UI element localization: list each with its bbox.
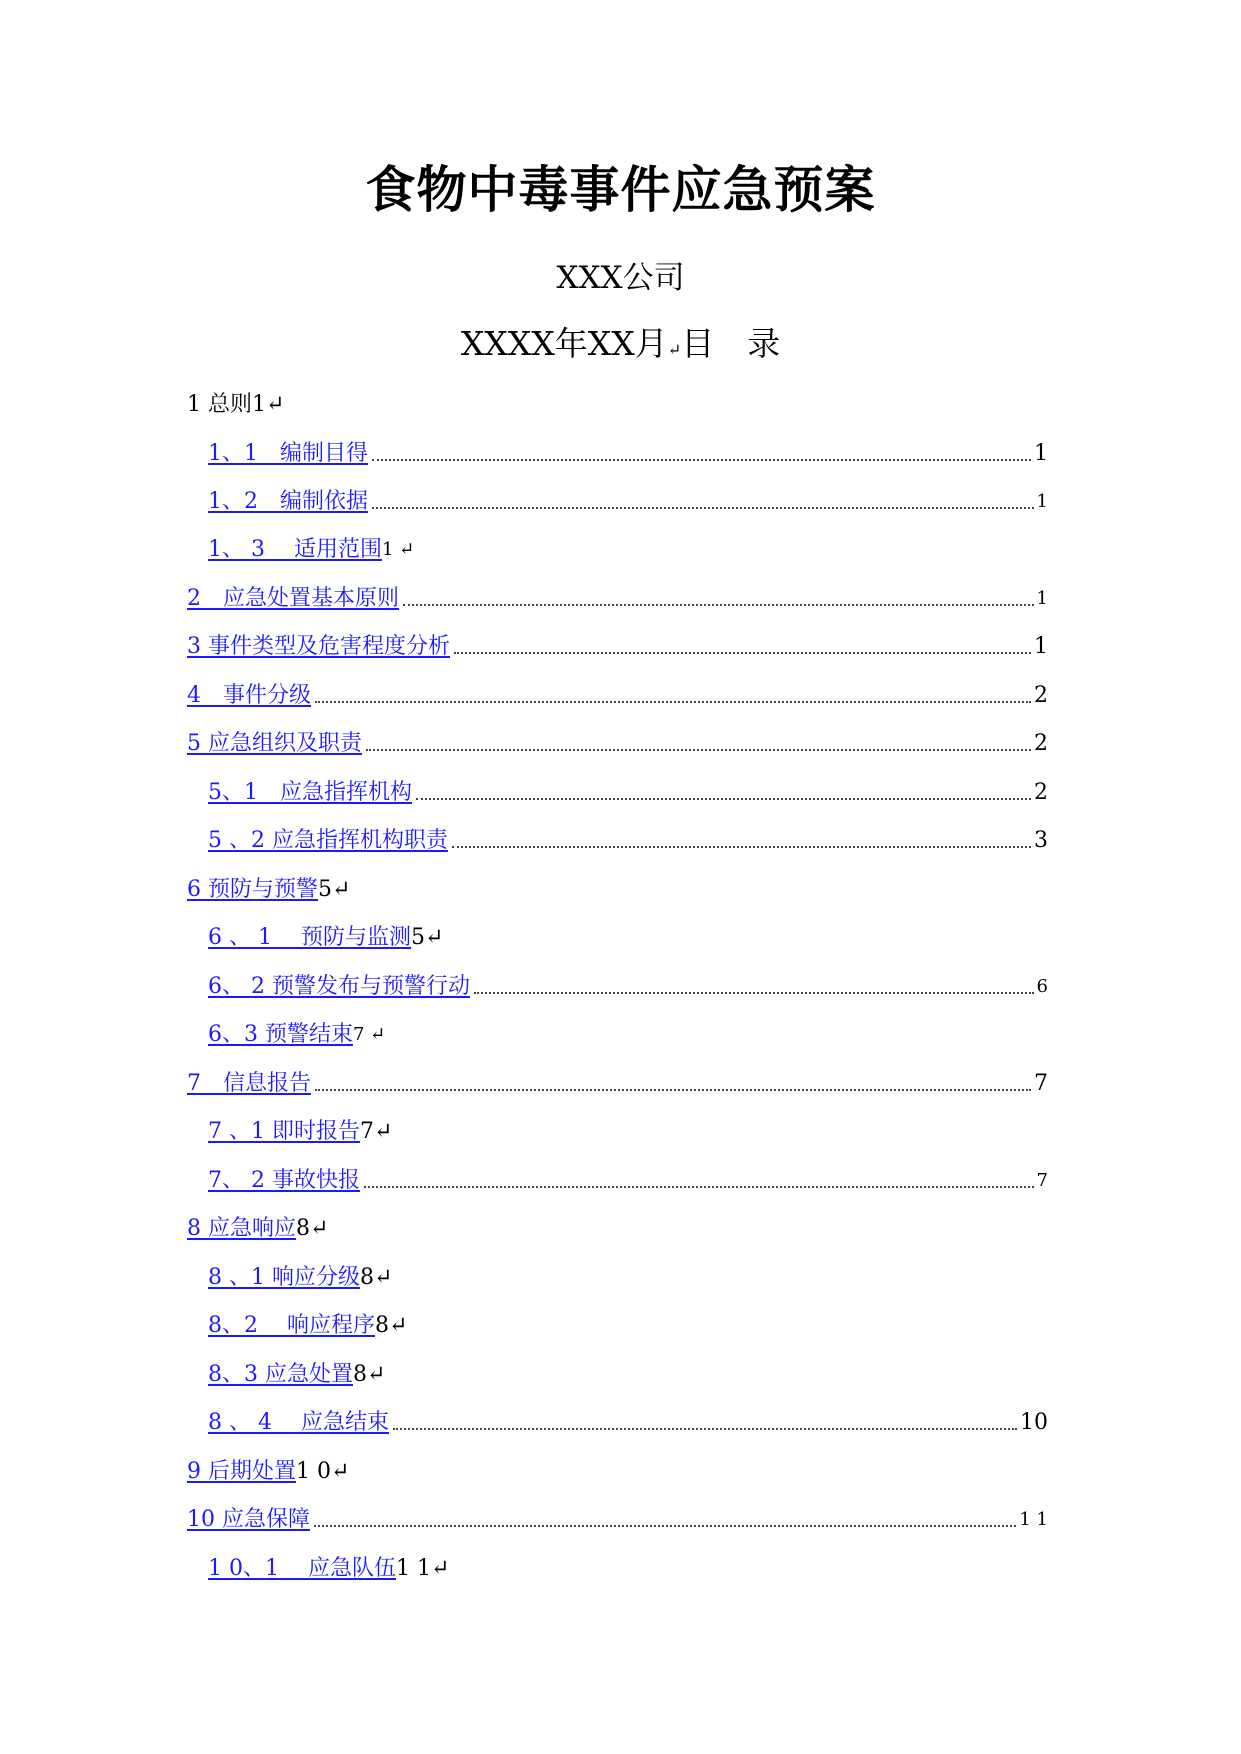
toc-entry-page: 3	[1034, 828, 1048, 853]
toc-entry-link[interactable]: 7 、1 即时报告	[208, 1119, 360, 1144]
toc-entry-link[interactable]: 5、1 应急指挥机构	[208, 780, 412, 805]
toc-entry[interactable]	[208, 1257, 392, 1293]
toc-entry-link[interactable]: 8 应急响应	[187, 1216, 296, 1241]
toc-dot-leader	[315, 1088, 1031, 1091]
toc-entry-link[interactable]: 8 、1 响应分级	[208, 1265, 360, 1290]
toc-entry-page: 2	[1034, 683, 1048, 708]
toc-entry-link[interactable]: 6、3 预警结束	[208, 1022, 353, 1047]
toc-entry[interactable]	[208, 1160, 1048, 1196]
toc-entry-page: 1	[1036, 588, 1048, 609]
toc-dot-leader	[452, 845, 1031, 848]
toc-dot-leader	[454, 651, 1031, 654]
paragraph-mark: ↵	[667, 340, 682, 359]
toc-entry[interactable]	[208, 529, 414, 565]
toc-entry-link[interactable]: 7、 2 事故快报	[208, 1168, 360, 1193]
toc-entry[interactable]	[208, 1305, 407, 1341]
toc-entry-page: 1	[1034, 441, 1048, 466]
toc-entry-link[interactable]: 1、2 编制依据	[208, 489, 368, 514]
toc-entry-page: 2	[1034, 780, 1048, 805]
toc-entry[interactable]	[187, 675, 1048, 711]
toc-entry-link[interactable]: 8、2 响应程序	[208, 1313, 375, 1338]
toc-entry-page: 2	[1034, 731, 1048, 756]
toc-dot-leader	[393, 1427, 1017, 1430]
toc-entry-page: 7↵	[359, 1119, 393, 1144]
toc-entry-page: 5↵	[318, 877, 351, 902]
toc-entry-link[interactable]: 8、3 应急处置	[208, 1362, 353, 1387]
toc-entry-link[interactable]: 6、 2 预警发布与预警行动	[208, 974, 470, 999]
toc-dot-leader	[372, 458, 1031, 461]
toc-entry-page: 8↵	[353, 1362, 386, 1387]
toc-entry[interactable]	[208, 433, 1048, 469]
toc-entry-link[interactable]: 5 、2 应急指挥机构职责	[208, 828, 448, 853]
toc-entry-page: 7	[1034, 1071, 1048, 1096]
toc-entry[interactable]	[208, 1111, 392, 1147]
toc-entry-page: 8↵	[375, 1313, 408, 1338]
toc-entry-page: 1 0↵	[296, 1459, 350, 1484]
toc-entry-page: 7 ↵	[353, 1024, 386, 1045]
toc-entry[interactable]	[208, 820, 1048, 856]
toc-entry-page: 1↵	[252, 392, 285, 417]
document-date: XXXX年XX月	[460, 324, 668, 363]
toc-entry[interactable]	[208, 966, 1048, 1002]
toc-dot-leader	[364, 1185, 1034, 1188]
toc-entry-link[interactable]: 2 应急处置基本原则	[187, 586, 399, 611]
toc-entry-label: 1 总则	[187, 392, 252, 417]
toc-entry[interactable]	[208, 481, 1048, 517]
toc-entry[interactable]	[208, 1402, 1048, 1438]
toc-entry[interactable]	[187, 869, 350, 905]
toc-entry-link[interactable]: 1 0、1 应急队伍	[208, 1556, 396, 1581]
toc-entry-link[interactable]: 1、1 编制目得	[208, 441, 368, 466]
company-name: XXX公司	[556, 260, 685, 296]
document-title: 食物中毒事件应急预案	[365, 161, 876, 219]
toc-entry[interactable]	[187, 1208, 328, 1244]
toc-entry-link[interactable]: 1、 3 适用范围	[208, 537, 382, 562]
toc-entry[interactable]	[208, 917, 443, 953]
toc-dot-leader	[314, 1524, 1016, 1527]
toc-entry-page: 6	[1036, 976, 1048, 997]
toc-heading: 目 录	[681, 324, 781, 363]
toc-entry-page: 10	[1020, 1410, 1048, 1435]
toc-entry[interactable]	[187, 578, 1048, 614]
toc-entry[interactable]	[208, 1354, 385, 1390]
toc-entry-link[interactable]: 8 、 4 应急结束	[208, 1410, 389, 1435]
toc-entry[interactable]	[187, 1451, 349, 1487]
toc-entry-page: 1 ↵	[381, 539, 415, 560]
toc-entry-page: 1 1↵	[395, 1556, 450, 1581]
toc-entry[interactable]	[187, 723, 1048, 759]
toc-entry-page: 1	[1034, 634, 1048, 659]
toc-entry[interactable]	[208, 772, 1048, 808]
toc-dot-leader	[372, 506, 1034, 509]
toc-entry	[187, 384, 284, 420]
toc-entry[interactable]	[208, 1014, 385, 1050]
toc-entry-link[interactable]: 6 、 1 预防与监测	[208, 925, 411, 950]
toc-entry-link[interactable]: 9 后期处置	[187, 1459, 296, 1484]
toc-entry-page: 7	[1036, 1170, 1048, 1191]
toc-entry-page: 1	[1036, 491, 1048, 512]
toc-dot-leader	[474, 991, 1034, 994]
toc-dot-leader	[416, 797, 1031, 800]
toc-entry[interactable]	[187, 1499, 1048, 1535]
toc-entry[interactable]	[208, 1548, 449, 1584]
toc-entry-page: 8↵	[359, 1265, 393, 1290]
toc-entry-link[interactable]: 3 事件类型及危害程度分析	[187, 634, 450, 659]
toc-entry-link[interactable]: 10 应急保障	[187, 1507, 310, 1532]
toc-dot-leader	[403, 603, 1034, 606]
toc-entry-link[interactable]: 6 预防与预警	[187, 877, 318, 902]
toc-entry-page: 1 1	[1019, 1509, 1048, 1530]
toc-entry-page: 8↵	[296, 1216, 329, 1241]
toc-entry[interactable]	[187, 626, 1048, 662]
toc-entry-link[interactable]: 5 应急组织及职责	[187, 731, 362, 756]
toc-entry-link[interactable]: 4 事件分级	[187, 683, 311, 708]
toc-entry[interactable]	[187, 1063, 1048, 1099]
toc-dot-leader	[366, 748, 1031, 751]
toc-entry-page: 5↵	[410, 925, 444, 950]
toc-entry-link[interactable]: 7 信息报告	[187, 1071, 311, 1096]
toc-dot-leader	[315, 700, 1031, 703]
